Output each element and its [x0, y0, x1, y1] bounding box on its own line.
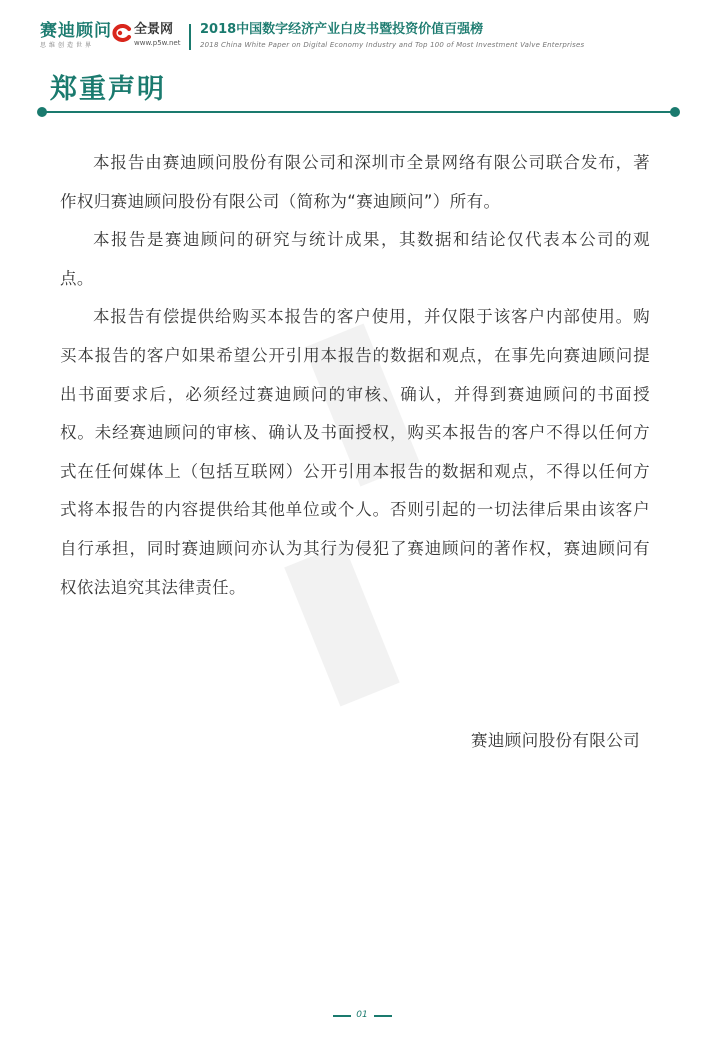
footer-line-right [374, 1015, 392, 1017]
title-rule [42, 111, 675, 113]
saidi-logo-text: 赛迪顾问 [40, 21, 112, 41]
saidi-logo-slogan: 思维创造世界 [40, 42, 95, 49]
p5w-logo-icon [110, 24, 132, 42]
title-rule-dot-right [670, 107, 680, 117]
p5w-logo-name: 全景网 [134, 22, 174, 37]
statement-paragraph: 本报告是赛迪顾问的研究与统计成果，其数据和结论仅代表本公司的观点。 [60, 230, 650, 288]
title-rule-dot-left [37, 107, 47, 117]
page-number: 01 [356, 1010, 368, 1020]
header-divider [189, 24, 191, 50]
statement-paragraph: 本报告由赛迪顾问股份有限公司和深圳市全景网络有限公司联合发布，著作权归赛迪顾问股份有限公司（简称为“赛迪顾问”）所有。 [60, 153, 650, 211]
statement-body [60, 144, 650, 607]
report-title: 2018中国数字经济产业白皮书暨投资价值百强榜 [200, 22, 484, 37]
footer-line-left [333, 1015, 351, 1017]
saidi-logo [40, 22, 112, 49]
page-footer [0, 1005, 719, 1025]
section-title: 郑重声明 [50, 74, 166, 105]
p5w-logo-url: www.p5w.net [134, 39, 181, 47]
company-signature: 赛迪顾问股份有限公司 [471, 731, 640, 750]
page-header [0, 0, 719, 60]
report-subtitle: 2018 China White Paper on Digital Economy Industry and Top 100 of Most Investment Valve Enterprises [200, 41, 585, 49]
statement-paragraph: 本报告有偿提供给购买本报告的客户使用，并仅限于该客户内部使用。购买本报告的客户如果希望公开引用本报告的数据和观点，在事先向赛迪顾问提出书面要求后，必须经过赛迪顾问的审核、确认，并得到赛迪顾问的书面授权。未经赛迪顾问的审核、确认及书面授权，购买本报告的客户不得以任何方式在任何媒体上（包括互联网）公开引用本报告的数据和观点，不得以任何方式将本报告的内容提供给其他单位或个人。否则引起的一切法律后果由该客户自行承担，同时赛迪顾问亦认为其行为侵犯了赛迪顾问的著作权，赛迪顾问有权依法追究其法律责任。 [60, 307, 650, 597]
